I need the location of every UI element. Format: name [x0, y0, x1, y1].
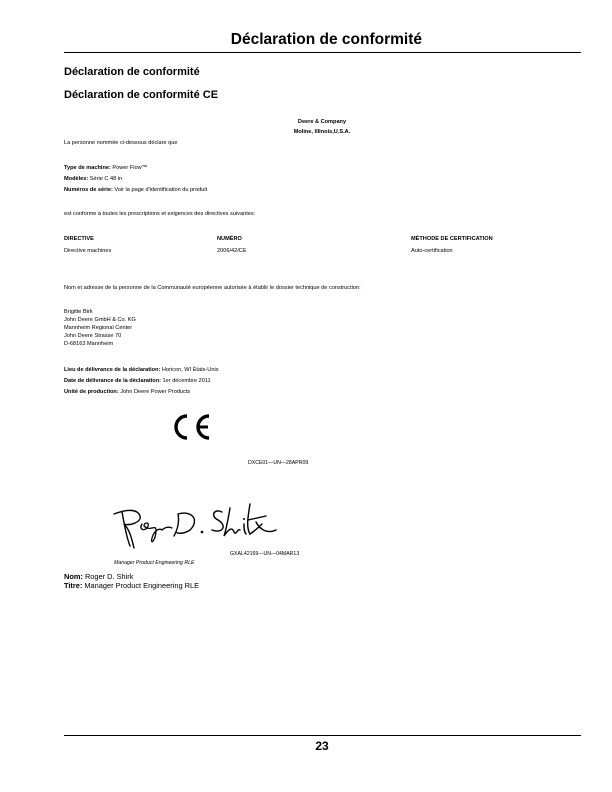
subsection-title: Déclaration de conformité CE: [64, 89, 219, 101]
machine-models: [64, 176, 122, 182]
signature-image: [110, 500, 280, 552]
conformity-text: est conforme à toutes les prescriptions et exigences des directives suivantes:: [64, 211, 256, 217]
address-line: John Deere GmbH & Co. KG: [64, 317, 136, 323]
machine-models-value: Série C 48 in: [88, 176, 123, 182]
signer-name: [64, 572, 133, 581]
issue-date-value: 1er décembre 2011: [161, 378, 211, 384]
table-header-method: MÉTHODE DE CERTIFICATION: [411, 236, 493, 242]
footer-rule: [64, 735, 581, 736]
header-rule: [64, 52, 581, 53]
issue-place-value: Horicon, WI États-Unis: [160, 367, 219, 373]
issue-place-label: Lieu de délivrance de la déclaration:: [64, 367, 161, 373]
table-cell-directive: Directive machines: [64, 248, 112, 254]
address-line: Mannheim Regional Center: [64, 325, 133, 331]
issue-place: [64, 367, 219, 373]
issue-unit: [64, 389, 190, 395]
table-header-number: NUMÉRO: [217, 236, 242, 242]
ce-mark-icon: [170, 412, 212, 442]
table-cell-method: Auto-certification: [411, 248, 453, 254]
machine-type-value: Power Flow™: [110, 165, 148, 171]
issue-date: [64, 378, 211, 384]
signer-name-value: Roger D. Shirk: [82, 572, 134, 581]
signer-title-label: Titre:: [64, 581, 83, 590]
section-title: Déclaration de conformité: [64, 66, 200, 78]
page-header-title: Déclaration de conformité: [230, 31, 422, 48]
intro-text: La personne nommée ci-dessous déclare que: [64, 140, 178, 146]
company-name: Deere & Company: [297, 119, 347, 125]
address-line: D-68163 Mannheim: [64, 341, 114, 347]
signer-name-label: Nom:: [64, 572, 83, 581]
address-line: Brigitte Birk: [64, 309, 93, 315]
table-header-directive: DIRECTIVE: [64, 236, 94, 242]
machine-serial-label: Numéros de série:: [64, 187, 113, 193]
issue-date-label: Date de délivrance de la déclaration:: [64, 378, 161, 384]
issue-unit-label: Unité de production:: [64, 389, 119, 395]
machine-type-label: Type de machine:: [64, 165, 111, 171]
table-cell-number: 2006/42/CE: [217, 248, 247, 254]
machine-type: [64, 165, 147, 171]
page-number: 23: [315, 739, 329, 753]
address-line: John Deere Strasse 70: [64, 333, 122, 339]
machine-serial: [64, 187, 207, 193]
machine-models-label: Modèles:: [64, 176, 89, 182]
company-location: Moline, Illinois,U.S.A.: [293, 129, 351, 135]
signer-title: [64, 581, 199, 590]
signature-caption: Manager Product Engineering RLE: [114, 560, 195, 566]
signature-image-code: GXAL42169—UN—04MAR13: [230, 551, 300, 557]
representative-text: Nom et adresse de la personne de la Communauté européenne autorisée à établir le dossier technique de construction:: [64, 285, 361, 291]
ce-image-code: DXCE01—UN—28APR09: [248, 460, 309, 466]
signer-title-value: Manager Product Engineering RLE: [82, 581, 200, 590]
issue-unit-value: John Deere Power Products: [118, 389, 191, 395]
machine-serial-value: Voir la page d'identification du produit: [112, 187, 208, 193]
